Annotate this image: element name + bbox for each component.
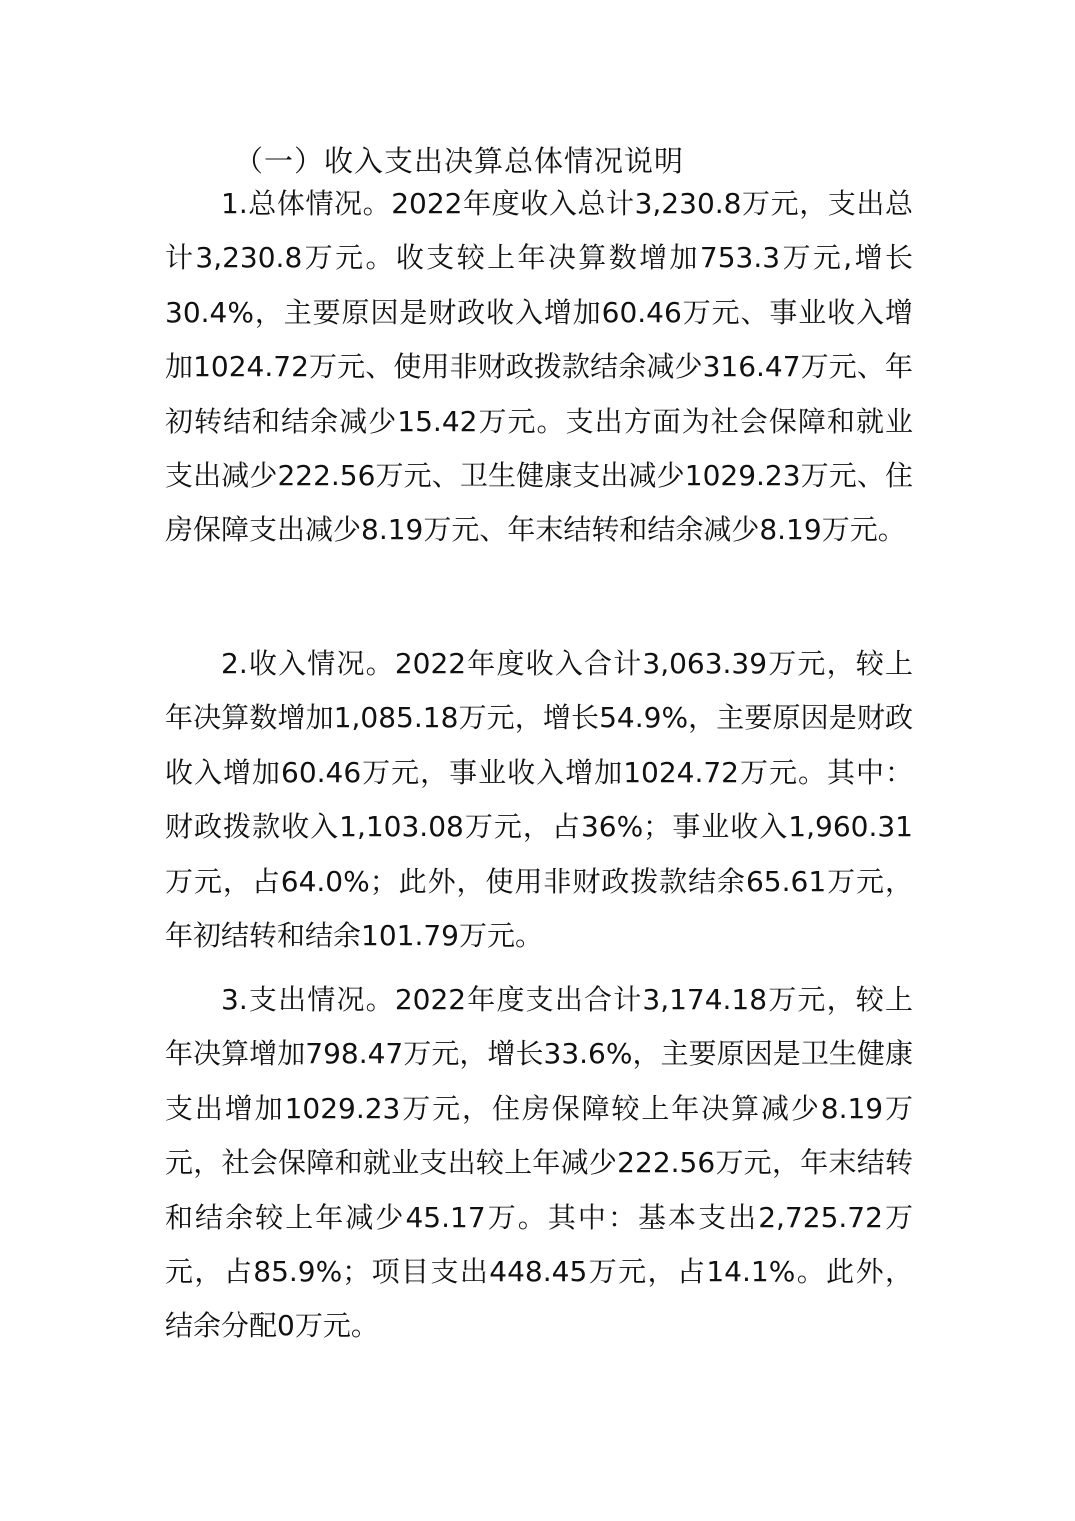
paragraph-overall: 1.总体情况。2022年度收入总计3,230.8万元，支出总计3,230.8万元。收支较上年决算数增加753.3万元,增长30.4%，主要原因是财政收入增加60.46万元、事业收入增加1024.72万元、使用非财政拨款结余减少316.47万元、年初转结和结余减少15.42万元。支出方面为社会保障和就业支出减少222.56万元、卫生健康支出减少1029.23万元、住房保障支出减少8.19万元、年末结转和结余减少8.19万元。 [165,187,913,547]
paragraph-income: 2.收入情况。2022年度收入合计3,063.39万元，较上年决算数增加1,085.18万元，增长54.9%，主要原因是财政收入增加60.46万元，事业收入增加1024.72万元。其中：财政拨款收入1,103.08万元，占36%；事业收入1,960.31万元，占64.0%；此外，使用非财政拨款结余65.61万元，年初结转和结余101.79万元。 [165,647,913,953]
section-heading: （一）收入支出决算总体情况说明 [234,144,685,178]
paragraph-expenditure: 3.支出情况。2022年度支出合计3,174.18万元，较上年决算增加798.47万元，增长33.6%，主要原因是卫生健康支出增加1029.23万元，住房保障较上年决算减少8.19万元，社会保障和就业支出较上年减少222.56万元，年末结转和结余较上年减少45.17万。其中：基本支出2,725.72万元，占85.9%；项目支出448.45万元，占14.1%。此外，结余分配0万元。 [165,983,913,1343]
